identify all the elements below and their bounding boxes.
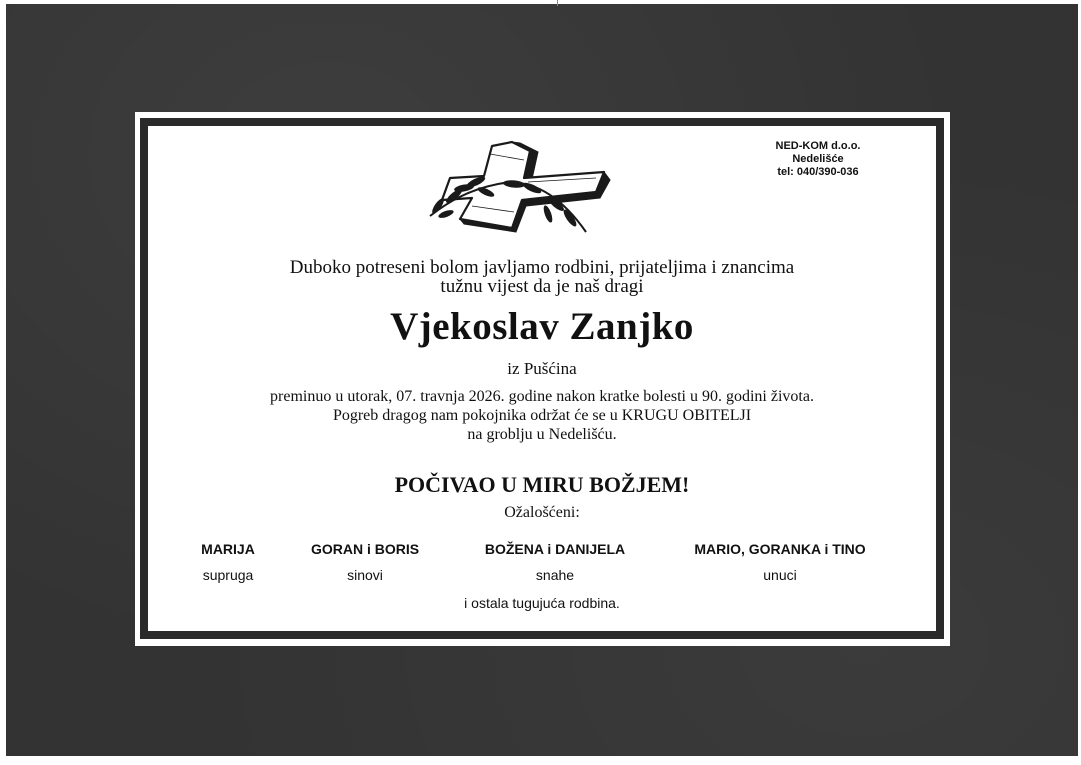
cross-with-olive-branch-icon [428, 132, 618, 244]
details-line: na groblju u Nedelišću. [467, 426, 617, 443]
mourners-label: Ožalošćeni: [504, 504, 580, 521]
publisher-town: Nedelišće [792, 153, 844, 165]
intro-line: tužnu vijest da je naš dragi [440, 276, 644, 297]
closing-line: i ostala tugujuća rodbina. [464, 595, 620, 611]
publisher-phone: tel: 040/390-036 [777, 166, 859, 178]
family-member-names: GORAN i BORIS [310, 541, 420, 557]
publisher-info [750, 140, 886, 179]
details-line: preminuo u utorak, 07. travnja 2026. godine nakon kratke bolesti u 90. godini života. [270, 388, 814, 405]
family-member-relation: sinovi [347, 567, 383, 583]
funeral-details [140, 387, 944, 444]
family-member-relation: snahe [535, 567, 575, 583]
deceased-name: Vjekoslav Zanjko [390, 305, 694, 348]
family-member-names: MARIJA [201, 541, 255, 557]
intro-text [140, 258, 944, 296]
publisher-company: NED-KOM d.o.o. [775, 140, 861, 152]
family-member-names: BOŽENA i DANIJELA [484, 541, 626, 557]
scan-mark [557, 0, 558, 6]
details-line: Pogreb dragog nam pokojnika održat će se u KRUGU OBITELJI [332, 407, 752, 424]
intro-line: Duboko potreseni bolom javljamo rodbini, prijateljima i znancima [289, 257, 795, 278]
family-member-relation: unuci [763, 567, 797, 583]
family-member-relation: supruga [202, 567, 254, 583]
family-member-names: MARIO, GORANKA i TINO [694, 541, 866, 557]
origin-text: iz Pušćina [507, 359, 577, 378]
farewell-heading: POČIVAO U MIRU BOŽJEM! [394, 472, 690, 497]
